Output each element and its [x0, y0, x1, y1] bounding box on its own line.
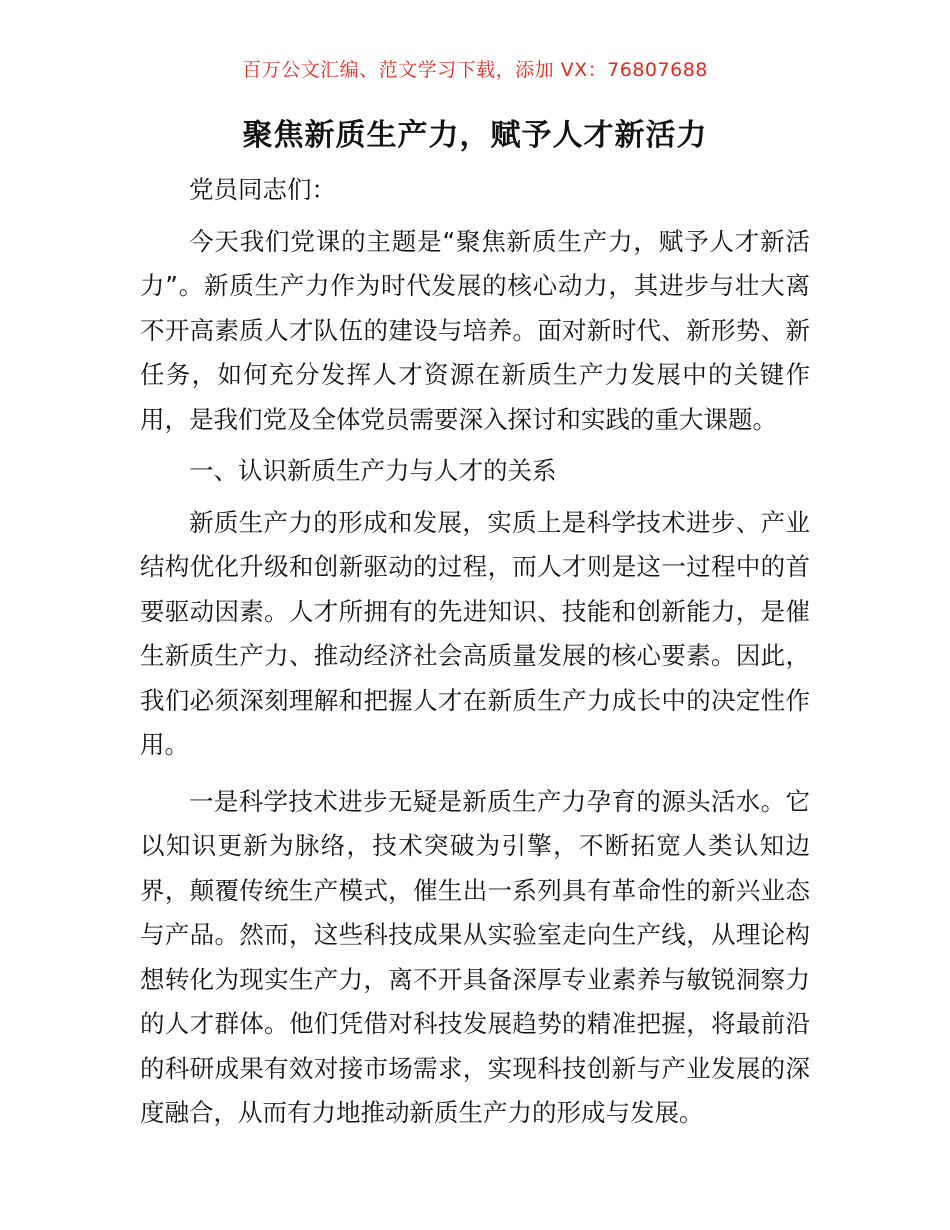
paragraph-intro: 今天我们党课的主题是“聚焦新质生产力，赋予人才新活力”。新质生产力作为时代发展的核心动力，其进步与壮大离不开高素质人才队伍的建设与培养。面对新时代、新形势、新任务，如何充分发挥人才资源在新质生产力发展中的关键作用，是我们党及全体党员需要深入探讨和实践的重大课题。 — [140, 226, 810, 434]
header-banner: 百万公文汇编、范文学习下载，添加 VX：76807688 — [242, 59, 708, 81]
section-heading: 一、认识新质生产力与人才的关系 — [189, 456, 557, 485]
salutation: 党员同志们： — [189, 175, 336, 204]
document-body — [140, 168, 810, 1136]
document-title: 聚焦新质生产力，赋予人才新活力 — [242, 118, 708, 153]
paragraph-relationship: 新质生产力的形成和发展，实质上是科学技术进步、产业结构优化升级和创新驱动的过程，而人才则是这一过程中的首要驱动因素。人才所拥有的先进知识、技能和创新能力，是催生新质生产力、推动经济社会高质量发展的核心要素。因此，我们必须深刻理解和把握人才在新质生产力成长中的决定性作用。 — [140, 507, 810, 759]
paragraph-point-one: 一是科学技术进步无疑是新质生产力孕育的源头活水。它以知识更新为脉络，技术突破为引擎，不断拓宽人类认知边界，颠覆传统生产模式，催生出一系列具有革命性的新兴业态与产品。然而，这些科技成果从实验室走向生产线，从理论构想转化为现实生产力，离不开具备深厚专业素养与敏锐洞察力的人才群体。他们凭借对科技发展趋势的精准把握，将最前沿的科研成果有效对接市场需求，实现科技创新与产业发展的深度融合，从而有力地推动新质生产力的形成与发展。 — [140, 786, 810, 1127]
